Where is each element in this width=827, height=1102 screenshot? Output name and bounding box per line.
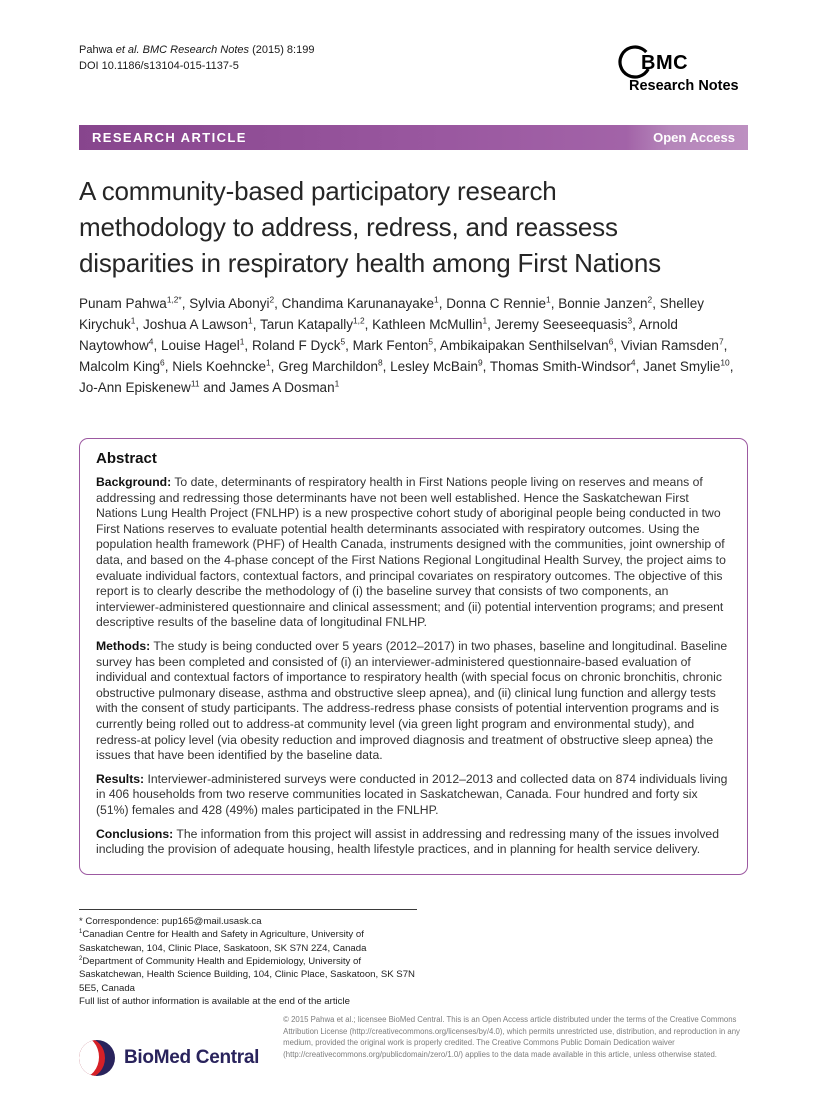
- author-affiliation-sup: 8: [377, 357, 383, 368]
- author-name: James A Dosman: [229, 379, 335, 395]
- author-name: Louise Hagel: [160, 337, 240, 353]
- author-affiliation-sup: 3: [627, 315, 633, 326]
- abstract-conclusions-text: The information from this project will assist in addressing and redressing many of the issues involved including the provision of adequate housing, health lifestyle practices, and in planning for health service delivery.: [96, 826, 719, 857]
- affiliation-2-sup: 2: [79, 955, 83, 962]
- author-list: Punam Pahwa$^{1,2*}$, Sylvia Abonyi$^2$, Chandima Karunanayake$^1$, Donna C Rennie$^1$, Bonnie Janzen$^2$, Shelley Kirychuk$^1$, Joshua A Lawson$^1$, Tarun Katapally$^{1,2}$, Kathleen McMullin$^1$, Jeremy Seeseequasis$^3$, Arnold Naytowhow$^4$, Louise Hagel$^1$, Roland F Dyck$^5$, Mark Fenton$^5$, Ambikaipakan Senthilselvan$^6$, Vivian Ramsden$^7$, Malcolm King$^6$, Niels Koehncke$^1$, Greg Marchildon$^8$, Lesley McBain$^9$, Thomas Smith-Windsor$^4$, Janet Smylie$^{10}$, Jo-Ann Episkenew$^{11}$ and James A Dosman$^1$: [79, 294, 734, 395]
- author-affiliation-sup: 7: [718, 336, 724, 347]
- doi-line: DOI 10.1186/s13104-015-1137-5: [79, 59, 239, 72]
- abstract-background-label: Background:: [96, 475, 172, 490]
- author-affiliation-sup: 2: [269, 294, 275, 305]
- citation-authors: Pahwa: [79, 44, 113, 56]
- author-name: Mark Fenton: [352, 337, 429, 353]
- author-name: Lesley McBain: [390, 358, 478, 374]
- biomed-central-logo: [79, 1040, 259, 1076]
- citation-issue: (2015) 8:199: [252, 44, 315, 56]
- author-name: Kathleen McMullin: [372, 316, 483, 332]
- author-name: Niels Koehncke: [172, 358, 267, 374]
- correspondence-email-link[interactable]: pup165@mail.usask.ca: [161, 915, 262, 927]
- footnote-block: [79, 909, 417, 1009]
- author-name: Thomas Smith-Windsor: [489, 358, 631, 374]
- bmc-logo-acronym: BMC: [641, 52, 689, 74]
- abstract-results-text: Interviewer-administered surveys were conducted in 2012–2013 and collected data on 874 individuals living in 406 households from two reserve communities located in Saskatchewan, Canada. Four hundred and forty six (51%) females and 428 (49%) males participated in the FNLHP.: [96, 771, 728, 817]
- author-name: Ambikaipakan Senthilselvan: [439, 337, 609, 353]
- author-affiliation-sup: 4: [148, 336, 154, 347]
- author-name: Arnold Naytowhow: [79, 316, 678, 353]
- author-name: Roland F Dyck: [251, 337, 341, 353]
- author-name: Bonnie Janzen: [558, 296, 648, 311]
- author-affiliation-sup: 1,2: [353, 315, 365, 326]
- affiliation-2-text: Department of Community Health and Epidemiology, University of Saskatchewan, Health Science Building, 104, Clinic Place, Saskatoon, SK S7N 5E5, Canada: [79, 956, 415, 994]
- author-name: Chandima Karunanayake: [281, 296, 435, 311]
- article-type-banner: [79, 125, 748, 150]
- abstract-methods-text: The study is being conducted over 5 years (2012–2017) in two phases, baseline and longitudinal. Baseline survey has been completed and consisted of (i) an interviewer-administered questionnaire-based evaluation of individual and contextual factors of importance to respiratory health (with special focus on chronic bronchitis, chronic obstructive pulmonary disease, asthma and obstructive sleep apnea), and (ii) clinical lung function and allergy tests with the consent of study participants. The address-redress phase consists of potential intervention programs and is currently being rolled out to address-at community level (via green light program and environmental study), and redress-at policy level (via obesity reduction and improved diagnosis and treatment of obstructive sleep apnea) the issues that have been identified by the baseline data.: [96, 639, 728, 763]
- abstract-results-label: Results:: [96, 771, 145, 786]
- author-name: Sylvia Abonyi: [189, 296, 270, 311]
- page-header: [79, 41, 748, 103]
- author-name: Shelley Kirychuk: [79, 296, 704, 332]
- author-name: Greg Marchildon: [278, 358, 378, 374]
- bmc-logo-subtitle: Research Notes: [629, 78, 739, 94]
- author-affiliation-sup: 1: [266, 357, 271, 368]
- article-type-label: RESEARCH ARTICLE: [92, 130, 247, 145]
- author-affiliation-sup: 6: [608, 336, 614, 347]
- article-title: [79, 173, 748, 281]
- author-name: Jeremy Seeseequasis: [494, 316, 628, 332]
- biomed-central-globe-icon: [79, 1040, 115, 1076]
- abstract-background: [96, 475, 731, 631]
- author-affiliation-sup: 11: [190, 378, 200, 389]
- biomed-central-logo-text: BioMed Central: [124, 1047, 260, 1068]
- author-name: Vivian Ramsden: [620, 337, 719, 353]
- citation-line: [79, 43, 314, 59]
- abstract-conclusions-label: Conclusions:: [96, 826, 174, 841]
- author-affiliation-sup: 5: [428, 336, 434, 347]
- author-affiliation-sup: 1: [239, 336, 245, 347]
- author-affiliation-sup: 10: [720, 357, 730, 368]
- author-name: Janet Smylie: [643, 358, 721, 374]
- correspondence-label: * Correspondence:: [79, 915, 159, 927]
- author-affiliation-sup: 1,2*: [166, 294, 182, 305]
- author-affiliation-sup: 1: [482, 315, 488, 326]
- affiliation-1-sup: 1: [79, 929, 83, 935]
- citation-etal: et al.: [115, 44, 140, 56]
- abstract-conclusions: [96, 827, 731, 858]
- citation-block: [79, 41, 314, 75]
- affiliation-1: [79, 928, 417, 955]
- author-affiliation-sup: 4: [630, 357, 636, 368]
- article-title-line-3: disparities in respiratory health among First Nations: [79, 248, 661, 278]
- affiliation-1-text: Canadian Centre for Health and Safety in Agriculture, University of Saskatchewan, 104, Clinic Place, Saskatoon, SK S7N 2Z4, Canada: [79, 929, 367, 954]
- open-access-label: Open Access: [627, 125, 748, 150]
- author-affiliation-sup: 1: [434, 294, 439, 305]
- abstract-methods-label: Methods:: [96, 639, 151, 654]
- full-author-list-note: Full list of author information is available at the end of the article: [79, 996, 350, 1008]
- affiliation-2: [79, 955, 417, 995]
- author-affiliation-sup: 1: [546, 294, 551, 305]
- citation-journal: BMC Research Notes: [142, 44, 249, 56]
- abstract-heading: Abstract: [96, 450, 157, 468]
- author-name: Joshua A Lawson: [142, 316, 249, 332]
- author-affiliation-sup: 6: [160, 357, 165, 368]
- author-name: Punam Pahwa: [79, 296, 167, 311]
- abstract-box: [79, 438, 748, 875]
- author-affiliation-sup: 2: [647, 294, 653, 305]
- author-name: Tarun Katapally: [259, 316, 354, 332]
- page-footer: [79, 1014, 748, 1076]
- author-affiliation-sup: 5: [340, 336, 346, 347]
- author-affiliation-sup: 9: [477, 357, 483, 368]
- author-name: Malcolm King: [79, 358, 161, 374]
- abstract-methods: [96, 639, 731, 764]
- abstract-background-text: To date, determinants of respiratory health in First Nations people living on reserves and means of addressing and redressing those determinants have not been well established. Hence the Saskatchewan First Nations Lung Health Project (FNLHP) is a new prospective cohort study of aboriginal people being conducted in two First Nations reserves to evaluate potential health determinants associated with respiratory outcomes. Using the population health framework (PHF) of Health Canada, instruments designed with the communities, joint ownership of data, and based on the 4-phase concept of the First Nations Regional Longitudinal Health Survey, the project aims to evaluate individual factors, contextual factors, and principal covariates on respiratory outcomes. The objective of this report is to clearly describe the methodology of (i) the baseline survey that consists of two components, an interviewer-administered questionnaire and clinical assessment; and (ii) potential intervention programs; and present descriptive results of the baseline data of longitudinal FNLHP.: [96, 475, 726, 630]
- author-affiliation-sup: 1: [130, 315, 136, 326]
- author-affiliation-sup: 1: [334, 378, 340, 389]
- abstract-results: [96, 772, 731, 819]
- bmc-journal-logo: [614, 41, 748, 99]
- author-affiliation-sup: 1: [248, 315, 253, 326]
- article-title-line-2: methodology to address, redress, and reassess: [79, 212, 618, 242]
- article-title-line-1: A community-based participatory research: [79, 176, 557, 206]
- correspondence-line: [79, 915, 417, 928]
- author-name: Donna C Rennie: [446, 296, 547, 311]
- author-name: Jo-Ann Episkenew: [79, 379, 191, 395]
- license-text: © 2015 Pahwa et al.; licensee BioMed Central. This is an Open Access article distributed under the terms of the Creative Commons Attribution License (http://creativecommons.org/licenses/by/4.0), which permits unrestricted use, distribution, and reproduction in any medium, provided the original work is properly credited. The Creative Commons Public Domain Dedication waiver (http://creativecommons.org/publicdomain/zero/1.0/) applies to the data made available in this article, unless otherwise stated.: [283, 1015, 740, 1060]
